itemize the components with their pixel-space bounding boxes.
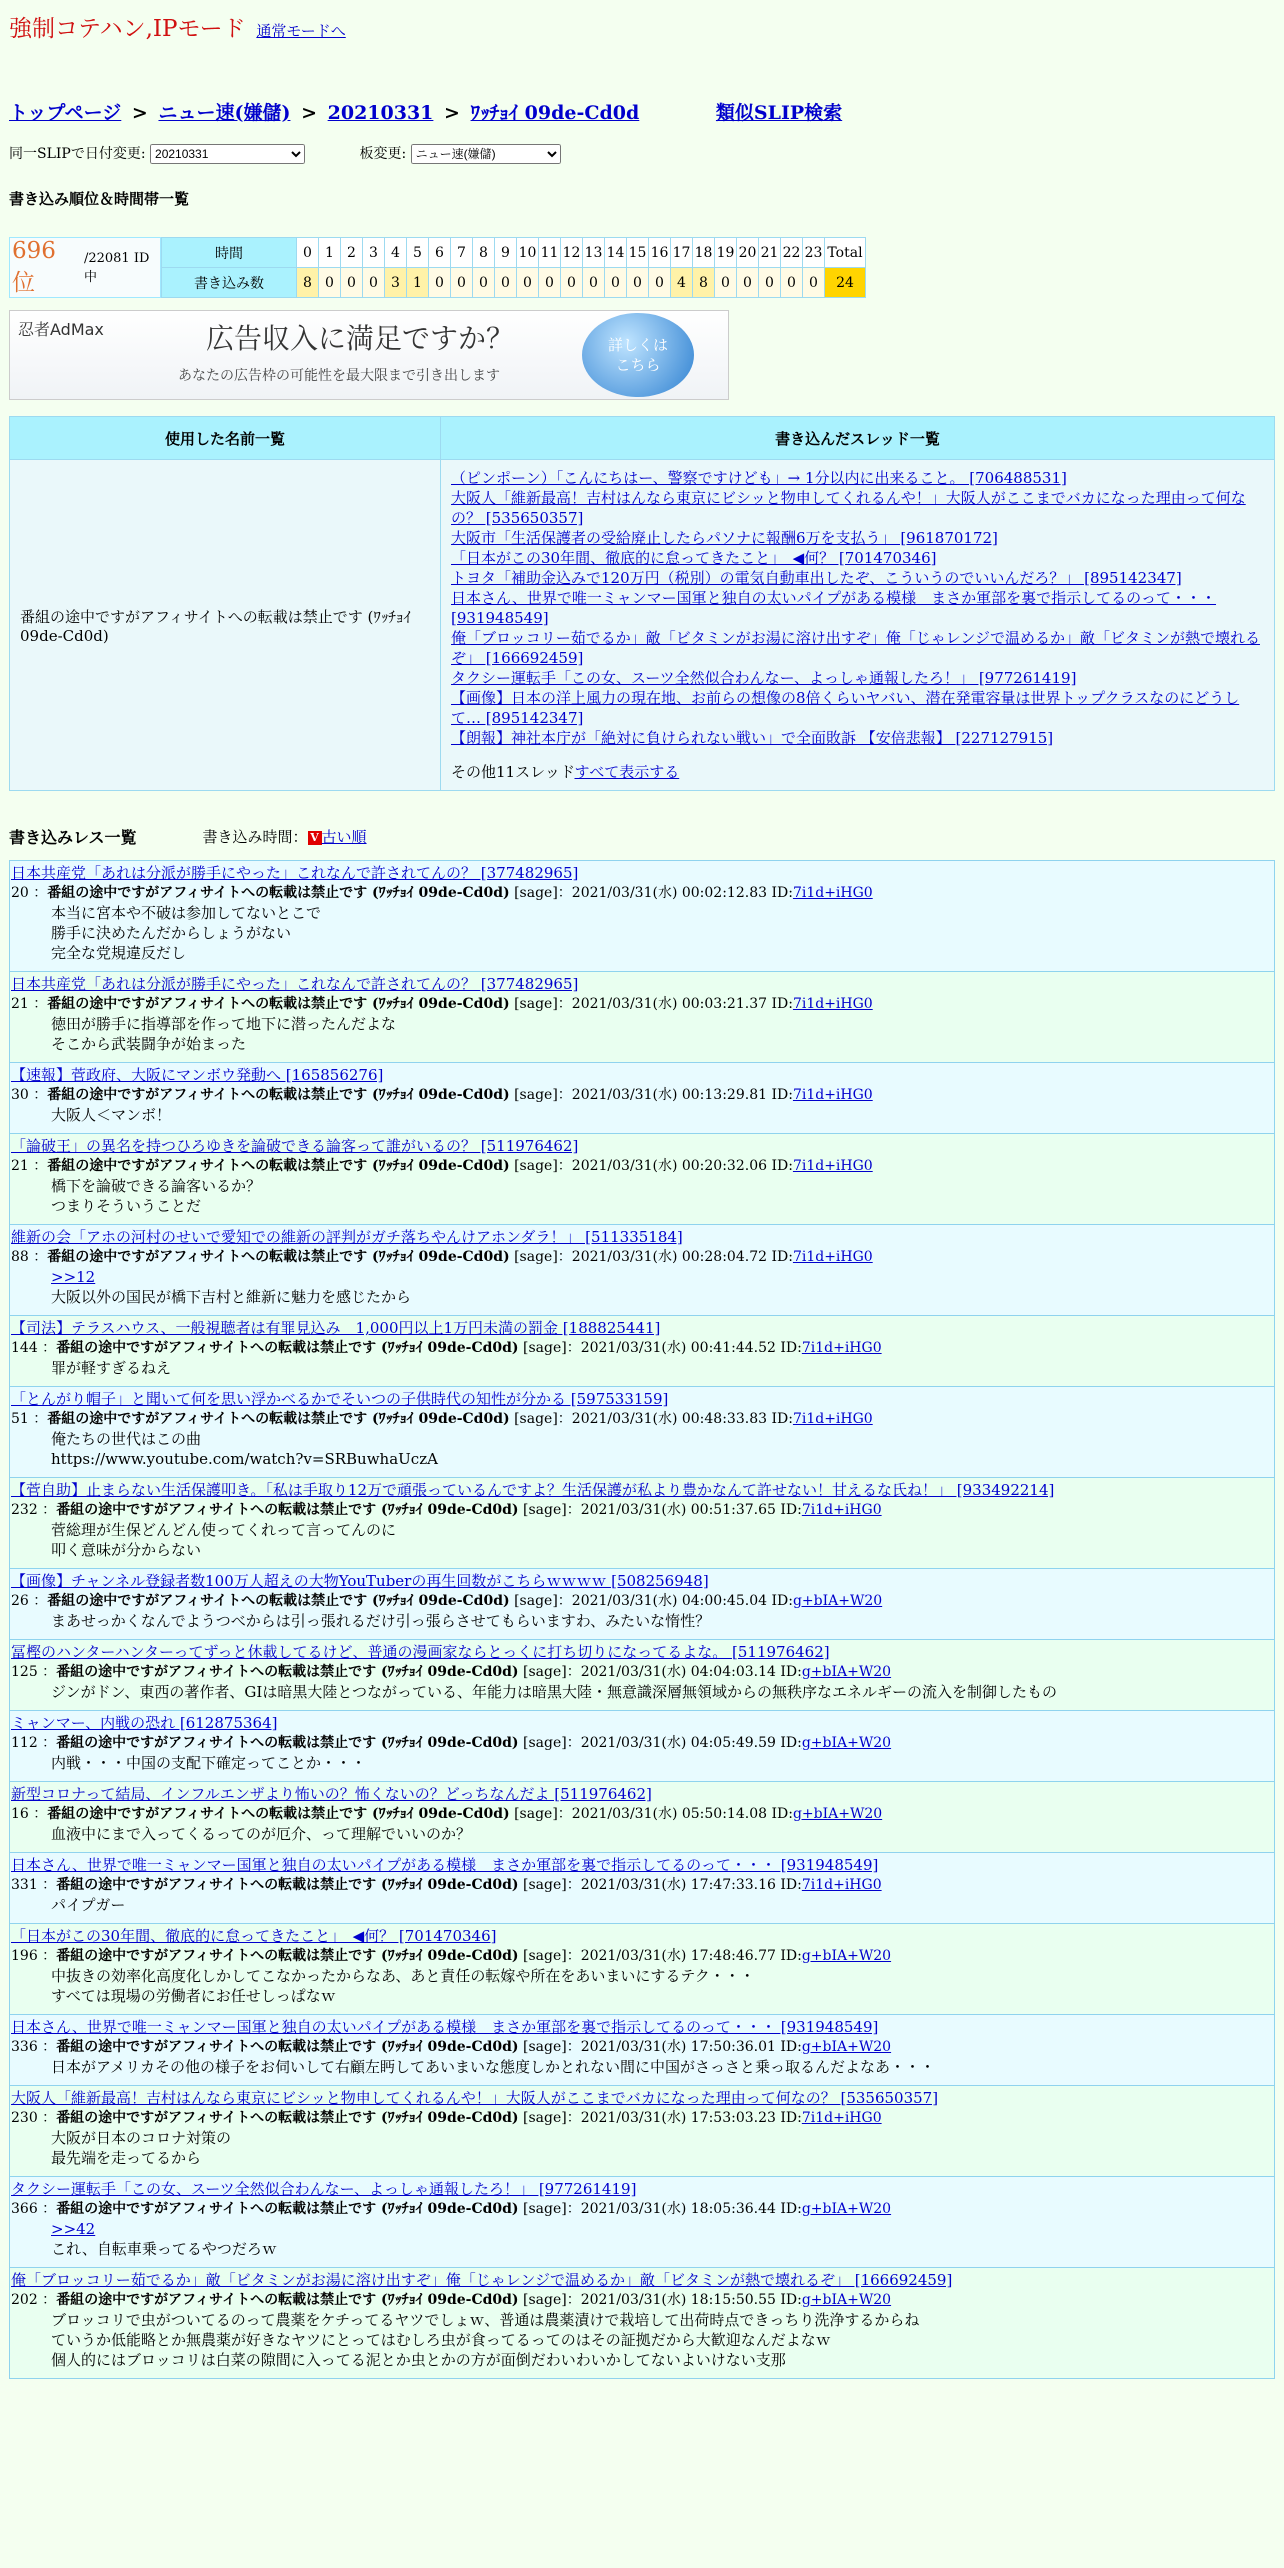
post-number: 16 bbox=[11, 1806, 29, 1822]
post-thread-link[interactable]: 日本さん、世界で唯一ミャンマー国軍と独自の太いパイプがある模様 まさか軍部を裏で指示してるのって・・・ [931948549] bbox=[11, 1856, 879, 1874]
post-thread-link[interactable]: 冨樫のハンターハンターってずっと休載してるけど、普通の漫画家ならとっくに打ち切りになってるよな。 [511976462] bbox=[11, 1643, 830, 1661]
post-line: すべては現場の労働者にお任せしっぱなｗ bbox=[51, 1987, 336, 2005]
post-number: 336 bbox=[11, 2039, 38, 2055]
count-cell: 0 bbox=[517, 268, 539, 298]
post-thread-link[interactable]: ミャンマー、内戦の恐れ [612875364] bbox=[11, 1714, 278, 1732]
count-cell: 0 bbox=[495, 268, 517, 298]
post-id-link[interactable]: 7i1d+iHG0 bbox=[792, 996, 873, 1012]
total-value-cell: 24 bbox=[825, 268, 866, 298]
breadcrumb-id[interactable]: ﾜｯﾁｮｲ 09de-Cd0d bbox=[470, 102, 640, 124]
post-thread-link[interactable]: 日本さん、世界で唯一ミャンマー国軍と独自の太いパイプがある模様 まさか軍部を裏で指示してるのって・・・ [931948549] bbox=[11, 2018, 879, 2036]
post-item bbox=[9, 860, 1275, 972]
post-number: 51 bbox=[11, 1411, 29, 1427]
hour-cell: 9 bbox=[495, 238, 517, 268]
post-thread-link[interactable]: 維新の会「アホの河村のせいで愛知での維新の評判がガチ落ちやんけアホンダラ！」 [511335184] bbox=[11, 1228, 683, 1246]
thread-link[interactable]: （ピンポーン）「こんにちはー、警察ですけども」→ 1分以内に出来ること。 [706488531] bbox=[451, 469, 1067, 487]
show-all-threads-link[interactable]: すべて表示する bbox=[574, 763, 680, 781]
post-number: 144 bbox=[11, 1340, 38, 1356]
post-id-link[interactable]: 7i1d+iHG0 bbox=[792, 1158, 873, 1174]
count-cell: 0 bbox=[583, 268, 605, 298]
posts-section-title: 書き込みレス一覧 bbox=[9, 828, 137, 847]
hour-cell: 2 bbox=[341, 238, 363, 268]
post-id-link[interactable]: g+bIA+W20 bbox=[801, 1948, 892, 1964]
post-date-info: [sage]：2021/03/31(水) 00:13:29.81 ID: bbox=[514, 1087, 793, 1103]
hour-header-row bbox=[162, 238, 866, 268]
thread-link[interactable]: 【朗報】神社本庁が「絶対に負けられない戦い」で全面敗訴 【安倍悲報】 [227127915] bbox=[451, 729, 1054, 747]
count-cell: 8 bbox=[693, 268, 715, 298]
post-author-name: 番組の途中ですがアフィサイトへの転載は禁止です (ﾜｯﾁｮｲ 09de-Cd0d) bbox=[47, 1249, 510, 1265]
count-cell: 0 bbox=[803, 268, 825, 298]
post-body bbox=[51, 1895, 1273, 1915]
post-line: ブロッコリで虫がついてるのって農薬をケチってるヤツでしょｗ、普通は農薬漬けで栽培して出荷時点できっちり洗浄するからね bbox=[51, 2311, 920, 2329]
post-item bbox=[9, 1569, 1275, 1640]
post-date-info: [sage]：2021/03/31(水) 18:15:50.55 ID: bbox=[523, 2292, 802, 2308]
post-line: 完全な党規違反だし bbox=[51, 944, 187, 962]
ad-badge-line: こちら bbox=[615, 356, 661, 374]
post-body bbox=[51, 1176, 1273, 1216]
post-body bbox=[51, 1014, 1273, 1054]
post-item bbox=[9, 1711, 1275, 1782]
post-line: そこから武装闘争が始まった bbox=[51, 1035, 247, 1053]
count-cell: 0 bbox=[341, 268, 363, 298]
hour-cell: 5 bbox=[407, 238, 429, 268]
post-body bbox=[51, 1105, 1273, 1125]
post-author-name: 番組の途中ですがアフィサイトへの転載は禁止です (ﾜｯﾁｮｲ 09de-Cd0d) bbox=[47, 1158, 510, 1174]
post-id-link[interactable]: g+bIA+W20 bbox=[792, 1593, 883, 1609]
post-line: 最先端を走ってるから bbox=[51, 2149, 202, 2167]
count-cell: 0 bbox=[737, 268, 759, 298]
post-meta: 196 ：番組の途中ですがアフィサイトへの転載は禁止です (ﾜｯﾁｮｲ 09de-Cd0d) [sage]：2021/03/31(水) 17:48:46.77 ID:g+bIA+W20 bbox=[11, 1948, 892, 1964]
post-thread-link[interactable]: 日本共産党「あれは分派が勝手にやった」これなんで許されてんの？ [377482965] bbox=[11, 975, 579, 993]
post-id-link[interactable]: g+bIA+W20 bbox=[801, 2292, 892, 2308]
posts-header bbox=[9, 825, 1275, 848]
post-body bbox=[51, 1966, 1273, 2006]
breadcrumb-separator: > bbox=[131, 102, 148, 124]
hourly-table bbox=[161, 237, 866, 298]
post-date-info: [sage]：2021/03/31(水) 00:03:21.37 ID: bbox=[514, 996, 793, 1012]
post-thread-link[interactable]: 大阪人「維新最高！吉村はんなら東京にビシッと物申してくれるんや！」大阪人がここまでバカになった理由って何なの？ [535650357] bbox=[11, 2089, 939, 2107]
post-id-link[interactable]: 7i1d+iHG0 bbox=[801, 1877, 882, 1893]
post-line: これ、自転車乗ってるやつだろｗ bbox=[51, 2240, 277, 2258]
post-meta: 16 ：番組の途中ですがアフィサイトへの転載は禁止です (ﾜｯﾁｮｲ 09de-Cd0d) [sage]：2021/03/31(水) 05:50:14.08 ID:g+bIA+W20 bbox=[11, 1806, 883, 1822]
count-cell: 0 bbox=[429, 268, 451, 298]
post-body bbox=[51, 903, 1273, 963]
post-date-info: [sage]：2021/03/31(水) 00:48:33.83 ID: bbox=[514, 1411, 793, 1427]
post-item bbox=[9, 1782, 1275, 1853]
post-item bbox=[9, 1640, 1275, 1711]
thread-link[interactable]: 大阪市「生活保護者の受給廃止したらパソナに報酬6万を支払う」 [961870172] bbox=[451, 529, 998, 547]
post-meta: 88 ：番組の途中ですがアフィサイトへの転載は禁止です (ﾜｯﾁｮｲ 09de-Cd0d) [sage]：2021/03/31(水) 00:28:04.72 ID:7i1d+iHG0 bbox=[11, 1249, 873, 1265]
post-number: 112 bbox=[11, 1735, 38, 1751]
sort-order bbox=[203, 826, 367, 847]
post-line: 叩く意味が分からない bbox=[51, 1541, 202, 1559]
post-thread-link[interactable]: 【司法】テラスハウス、一般視聴者は有罪見込み 1,000円以上1万円未満の罰金 [188825441] bbox=[11, 1319, 661, 1337]
thread-link[interactable]: 俺「ブロッコリー茹でるか」敵「ビタミンがお湯に溶け出すぞ」俺「じゃレンジで温めるか」敵「ビタミンが熱で壊れるぞ」 [166692459] bbox=[451, 629, 1260, 667]
post-date-info: [sage]：2021/03/31(水) 00:28:04.72 ID: bbox=[514, 1249, 793, 1265]
rank-number: 696 位 bbox=[12, 238, 56, 296]
post-item bbox=[9, 1063, 1275, 1134]
post-item bbox=[9, 1316, 1275, 1387]
names-threads-table bbox=[9, 416, 1275, 791]
post-meta: 51 ：番組の途中ですがアフィサイトへの転載は禁止です (ﾜｯﾁｮｲ 09de-Cd0d) [sage]：2021/03/31(水) 00:48:33.83 ID:7i1d+iHG0 bbox=[11, 1411, 873, 1427]
breadcrumb bbox=[9, 98, 1275, 125]
ad-details-button[interactable] bbox=[582, 313, 694, 397]
hour-cell: 14 bbox=[605, 238, 627, 268]
post-thread-link[interactable]: タクシー運転手「この女、スーツ全然似合わんなー、よっしゃ通報したろ！」 [977261419] bbox=[11, 2180, 637, 2198]
rank-box bbox=[9, 237, 161, 298]
ad-subtext: あなたの広告枠の可能性を最大限まで引き出します bbox=[178, 368, 500, 384]
post-number: 88 bbox=[11, 1249, 29, 1265]
hour-cell: 23 bbox=[803, 238, 825, 268]
post-line: 勝手に決めたんだからしょうがない bbox=[51, 924, 292, 942]
post-date-info: [sage]：2021/03/31(水) 05:50:14.08 ID: bbox=[514, 1806, 793, 1822]
post-author-name: 番組の途中ですがアフィサイトへの転載は禁止です (ﾜｯﾁｮｲ 09de-Cd0d) bbox=[47, 885, 510, 901]
post-date-info: [sage]：2021/03/31(水) 00:41:44.52 ID: bbox=[523, 1340, 802, 1356]
post-author-name: 番組の途中ですがアフィサイトへの転載は禁止です (ﾜｯﾁｮｲ 09de-Cd0d) bbox=[56, 2201, 519, 2217]
post-body bbox=[51, 2057, 1273, 2077]
post-line: パイプガー bbox=[51, 1896, 126, 1914]
hour-cell: 17 bbox=[671, 238, 693, 268]
hour-cell: 19 bbox=[715, 238, 737, 268]
post-item bbox=[9, 1387, 1275, 1478]
post-id-link[interactable]: 7i1d+iHG0 bbox=[792, 1087, 873, 1103]
post-id-link[interactable]: g+bIA+W20 bbox=[801, 1735, 892, 1751]
post-thread-link[interactable]: 「論破王」の異名を持つひろゆきを論破できる論客って誰がいるの？ [511976462] bbox=[11, 1137, 579, 1155]
post-author-name: 番組の途中ですがアフィサイトへの転載は禁止です (ﾜｯﾁｮｲ 09de-Cd0d) bbox=[56, 2039, 519, 2055]
post-number: 21 bbox=[11, 996, 29, 1012]
reply-anchor-link[interactable]: >>42 bbox=[51, 2220, 96, 2238]
count-cell: 0 bbox=[363, 268, 385, 298]
post-date-info: [sage]：2021/03/31(水) 04:05:49.59 ID: bbox=[523, 1735, 802, 1751]
ad-logo: 忍者AdMax bbox=[18, 320, 104, 339]
ad-banner[interactable] bbox=[9, 310, 729, 400]
post-meta: 366 ：番組の途中ですがアフィサイトへの転載は禁止です (ﾜｯﾁｮｲ 09de-Cd0d) [sage]：2021/03/31(水) 18:05:36.44 ID:g+bIA+W20 bbox=[11, 2201, 892, 2217]
count-cell: 4 bbox=[671, 268, 693, 298]
hour-cell: 20 bbox=[737, 238, 759, 268]
post-thread-link[interactable]: 「とんがり帽子」と聞いて何を思い浮かべるかでそいつの子供時代の知性が分かる [597533159] bbox=[11, 1390, 669, 1408]
post-number: 202 bbox=[11, 2292, 38, 2308]
hour-cell: 7 bbox=[451, 238, 473, 268]
post-thread-link[interactable]: 「日本がこの30年間、徹底的に怠ってきたこと」 ◀何？ [701470346] bbox=[11, 1927, 497, 1945]
hour-cell: 10 bbox=[517, 238, 539, 268]
post-body bbox=[51, 1824, 1273, 1844]
post-author-name: 番組の途中ですがアフィサイトへの転載は禁止です (ﾜｯﾁｮｲ 09de-Cd0d) bbox=[47, 1593, 510, 1609]
thread-link[interactable]: 大阪人「維新最高！吉村はんなら東京にビシッと物申してくれるんや！」大阪人がここまでバカになった理由って何なの？ [535650357] bbox=[451, 489, 1246, 527]
hour-cell: 15 bbox=[627, 238, 649, 268]
other-threads bbox=[451, 762, 1264, 782]
breadcrumb-top[interactable]: トップページ bbox=[9, 102, 122, 124]
count-cell: 0 bbox=[451, 268, 473, 298]
normal-mode-link[interactable]: 通常モードへ bbox=[256, 22, 346, 40]
post-author-name: 番組の途中ですがアフィサイトへの転載は禁止です (ﾜｯﾁｮｲ 09de-Cd0d) bbox=[47, 1087, 510, 1103]
post-date-info: [sage]：2021/03/31(水) 17:48:46.77 ID: bbox=[523, 1948, 802, 1964]
hour-cell: 6 bbox=[429, 238, 451, 268]
similar-slip-search-link[interactable]: 類似SLIP検索 bbox=[715, 102, 843, 124]
post-body bbox=[51, 1429, 1273, 1469]
oldest-first-link[interactable]: 古い順 bbox=[321, 828, 367, 846]
post-id-link[interactable]: g+bIA+W20 bbox=[801, 1664, 892, 1680]
rank-section-title: 書き込み順位＆時間帯一覧 bbox=[9, 190, 190, 208]
hour-cell: 13 bbox=[583, 238, 605, 268]
hour-cell: 12 bbox=[561, 238, 583, 268]
post-author-name: 番組の途中ですがアフィサイトへの転載は禁止です (ﾜｯﾁｮｲ 09de-Cd0d) bbox=[56, 1948, 519, 1964]
post-meta: 112 ：番組の途中ですがアフィサイトへの転載は禁止です (ﾜｯﾁｮｲ 09de-Cd0d) [sage]：2021/03/31(水) 04:05:49.59 ID:g+bIA+W20 bbox=[11, 1735, 892, 1751]
post-number: 125 bbox=[11, 1664, 38, 1680]
time-label: 時間 bbox=[162, 238, 297, 268]
post-line: つまりそういうことだ bbox=[51, 1197, 202, 1215]
board-change-label: 板変更: bbox=[359, 146, 407, 162]
post-date-info: [sage]：2021/03/31(水) 17:47:33.16 ID: bbox=[523, 1877, 802, 1893]
thread-list-cell bbox=[441, 460, 1275, 791]
post-line: 血液中にまで入ってくるってのが厄介、って理解でいいのか？ bbox=[51, 1825, 472, 1843]
post-item bbox=[9, 2086, 1275, 2177]
post-item bbox=[9, 972, 1275, 1063]
post-number: 196 bbox=[11, 1948, 38, 1964]
post-thread-link[interactable]: 俺「ブロッコリー茹でるか」敵「ビタミンがお湯に溶け出すぞ」俺「じゃレンジで温めるか」敵「ビタミンが熱で壊れるぞ」 [166692459] bbox=[11, 2271, 953, 2289]
post-id-link[interactable]: g+bIA+W20 bbox=[801, 2201, 892, 2217]
post-body bbox=[51, 1611, 1273, 1631]
post-line: 大阪人＜マンボ！ bbox=[51, 1106, 172, 1124]
reply-anchor-link[interactable]: >>12 bbox=[51, 1268, 96, 1286]
post-date-info: [sage]：2021/03/31(水) 17:53:03.23 ID: bbox=[523, 2110, 802, 2126]
post-line: 大阪以外の国民が橋下吉村と維新に魅力を感じたから bbox=[51, 1288, 412, 1306]
count-cell: 0 bbox=[759, 268, 781, 298]
used-name: 番組の途中ですがアフィサイトへの転載は禁止です (ﾜｯﾁｮｲ 09de-Cd0d) bbox=[10, 460, 441, 791]
total-header-cell: Total bbox=[825, 238, 866, 268]
sort-toggle-icon[interactable]: V bbox=[308, 831, 322, 845]
post-author-name: 番組の途中ですがアフィサイトへの転載は禁止です (ﾜｯﾁｮｲ 09de-Cd0d) bbox=[56, 1877, 519, 1893]
post-body bbox=[51, 1753, 1273, 1773]
post-item bbox=[9, 1478, 1275, 1569]
post-item bbox=[9, 1134, 1275, 1225]
count-cell: 0 bbox=[649, 268, 671, 298]
post-body bbox=[51, 2310, 1273, 2370]
post-date-info: [sage]：2021/03/31(水) 00:02:12.83 ID: bbox=[514, 885, 793, 901]
post-date-info: [sage]：2021/03/31(水) 04:00:45.04 ID: bbox=[514, 1593, 793, 1609]
post-number: 331 bbox=[11, 1877, 38, 1893]
post-line: 中抜きの効率化高度化しかしてこなかったからなあ、あと責任の転嫁や所在をあいまいにするテク・・・ bbox=[51, 1967, 755, 1985]
thread-link[interactable]: 「日本がこの30年間、徹底的に怠ってきたこと」 ◀何？ [701470346] bbox=[451, 549, 937, 567]
count-cell: 0 bbox=[539, 268, 561, 298]
post-date-info: [sage]：2021/03/31(水) 17:50:36.01 ID: bbox=[523, 2039, 802, 2055]
post-item bbox=[9, 1853, 1275, 1924]
post-thread-link[interactable]: 【速報】菅政府、大阪にマンボウ発動へ [165856276] bbox=[11, 1066, 384, 1084]
count-cell: 1 bbox=[407, 268, 429, 298]
post-author-name: 番組の途中ですがアフィサイトへの転載は禁止です (ﾜｯﾁｮｲ 09de-Cd0d) bbox=[56, 2292, 519, 2308]
hour-count-row bbox=[162, 268, 866, 298]
post-number: 232 bbox=[11, 1502, 38, 1518]
post-author-name: 番組の途中ですがアフィサイトへの転載は禁止です (ﾜｯﾁｮｲ 09de-Cd0d) bbox=[47, 996, 510, 1012]
date-change-label: 同一SLIPで日付変更: bbox=[9, 146, 146, 162]
post-item bbox=[9, 1225, 1275, 1316]
post-id-link[interactable]: 7i1d+iHG0 bbox=[801, 1502, 882, 1518]
hour-cell: 0 bbox=[297, 238, 319, 268]
post-id-link[interactable]: g+bIA+W20 bbox=[792, 1806, 883, 1822]
post-line: 日本がアメリカその他の様子をお伺いして右顧左眄してあいまいな態度しかとれない間に中国がさっさと乗っ取るんだよなあ・・・ bbox=[51, 2058, 935, 2076]
post-item bbox=[9, 2015, 1275, 2086]
count-label: 書き込み数 bbox=[162, 268, 297, 298]
post-number: 230 bbox=[11, 2110, 38, 2126]
post-author-name: 番組の途中ですがアフィサイトへの転載は禁止です (ﾜｯﾁｮｲ 09de-Cd0d) bbox=[56, 2110, 519, 2126]
post-meta: 331 ：番組の途中ですがアフィサイトへの転載は禁止です (ﾜｯﾁｮｲ 09de-Cd0d) [sage]：2021/03/31(水) 17:47:33.16 ID:7i1d+iHG0 bbox=[11, 1877, 882, 1893]
hour-cell: 21 bbox=[759, 238, 781, 268]
names-column-header: 使用した名前一覧 bbox=[10, 417, 441, 460]
post-item bbox=[9, 2177, 1275, 2268]
mode-header bbox=[9, 0, 1275, 40]
post-line: https://www.youtube.com/watch?v=SRBuwhaUczA bbox=[51, 1450, 438, 1468]
post-line: ジンがドン、東西の著作者、GIは暗黒大陸とつながっている、年能力は暗黒大陸・無意識深層無領域からの無秩序なエネルギーの流入を制御したもの bbox=[51, 1683, 1058, 1701]
rank-row bbox=[9, 237, 1275, 298]
post-number: 366 bbox=[11, 2201, 38, 2217]
count-cell: 0 bbox=[715, 268, 737, 298]
post-thread-link[interactable]: 【菅自助】止まらない生活保護叩き。「私は手取り12万で頑張っているんですよ？生活保護が私より豊かなんて許せない！甘えるな氏ね！」 [933492214] bbox=[11, 1481, 1055, 1499]
post-number: 26 bbox=[11, 1593, 29, 1609]
thread-link[interactable]: トヨタ「補助金込みで120万円（税別）の電気自動車出したぞ、こういうのでいいんだろ？」 [895142347] bbox=[451, 569, 1182, 587]
post-meta: 336 ：番組の途中ですがアフィサイトへの転載は禁止です (ﾜｯﾁｮｲ 09de-Cd0d) [sage]：2021/03/31(水) 17:50:36.01 ID:g+bIA+W20 bbox=[11, 2039, 892, 2055]
mode-title: 強制コテハン,IPモード bbox=[9, 16, 246, 42]
post-date-info: [sage]：2021/03/31(水) 00:51:37.65 ID: bbox=[523, 1502, 802, 1518]
post-line: 菅総理が生保どんどん使ってくれって言ってんのに bbox=[51, 1521, 397, 1539]
post-line: 橋下を論破できる論客いるか？ bbox=[51, 1177, 262, 1195]
count-cell: 0 bbox=[473, 268, 495, 298]
post-meta: 125 ：番組の途中ですがアフィサイトへの転載は禁止です (ﾜｯﾁｮｲ 09de-Cd0d) [sage]：2021/03/31(水) 04:04:03.14 ID:g+bIA+W20 bbox=[11, 1664, 892, 1680]
breadcrumb-separator: > bbox=[301, 102, 317, 124]
count-cell: 3 bbox=[385, 268, 407, 298]
post-id-link[interactable]: 7i1d+iHG0 bbox=[801, 2110, 882, 2126]
post-line: 本当に宮本や不破は参加してないとこで bbox=[51, 904, 322, 922]
post-id-link[interactable]: 7i1d+iHG0 bbox=[792, 1249, 873, 1265]
post-number: 30 bbox=[11, 1087, 29, 1103]
post-item bbox=[9, 2268, 1275, 2379]
post-line: 俺たちの世代はこの曲 bbox=[51, 1430, 202, 1448]
post-id-link[interactable]: 7i1d+iHG0 bbox=[792, 1411, 873, 1427]
post-date-info: [sage]：2021/03/31(水) 04:04:03.14 ID: bbox=[523, 1664, 802, 1680]
thread-list bbox=[451, 468, 1264, 748]
thread-link[interactable]: 日本さん、世界で唯一ミャンマー国軍と独自の太いパイプがある模様 まさか軍部を裏で指示してるのって・・・ [931948549] bbox=[451, 589, 1217, 627]
post-meta: 26 ：番組の途中ですがアフィサイトへの転載は禁止です (ﾜｯﾁｮｲ 09de-Cd0d) [sage]：2021/03/31(水) 04:00:45.04 ID:g+bIA+W20 bbox=[11, 1593, 883, 1609]
post-line: 罪が軽すぎるねえ bbox=[51, 1359, 172, 1377]
post-author-name: 番組の途中ですがアフィサイトへの転載は禁止です (ﾜｯﾁｮｲ 09de-Cd0d) bbox=[56, 1735, 519, 1751]
hour-cell: 11 bbox=[539, 238, 561, 268]
post-author-name: 番組の途中ですがアフィサイトへの転載は禁止です (ﾜｯﾁｮｲ 09de-Cd0d) bbox=[56, 1502, 519, 1518]
post-number: 21 bbox=[11, 1158, 29, 1174]
post-item bbox=[9, 1924, 1275, 2015]
post-id-link[interactable]: 7i1d+iHG0 bbox=[801, 1340, 882, 1356]
count-cell: 0 bbox=[627, 268, 649, 298]
post-date-info: [sage]：2021/03/31(水) 18:05:36.44 ID: bbox=[523, 2201, 802, 2217]
board-select[interactable] bbox=[411, 144, 561, 164]
post-body bbox=[51, 2128, 1273, 2168]
post-number: 20 bbox=[11, 885, 29, 901]
post-meta: 230 ：番組の途中ですがアフィサイトへの転載は禁止です (ﾜｯﾁｮｲ 09de-Cd0d) [sage]：2021/03/31(水) 17:53:03.23 ID:7i1d+iHG0 bbox=[11, 2110, 882, 2126]
count-cell: 0 bbox=[319, 268, 341, 298]
post-author-name: 番組の途中ですがアフィサイトへの転載は禁止です (ﾜｯﾁｮｲ 09de-Cd0d) bbox=[47, 1806, 510, 1822]
count-cell: 0 bbox=[605, 268, 627, 298]
post-meta: 30 ：番組の途中ですがアフィサイトへの転載は禁止です (ﾜｯﾁｮｲ 09de-Cd0d) [sage]：2021/03/31(水) 00:13:29.81 ID:7i1d+iHG0 bbox=[11, 1087, 873, 1103]
hour-cell: 22 bbox=[781, 238, 803, 268]
count-cell: 0 bbox=[781, 268, 803, 298]
other-threads-label: その他11スレッド bbox=[451, 763, 575, 781]
post-meta: 21 ：番組の途中ですがアフィサイトへの転載は禁止です (ﾜｯﾁｮｲ 09de-Cd0d) [sage]：2021/03/31(水) 00:20:32.06 ID:7i1d+iHG0 bbox=[11, 1158, 873, 1174]
post-id-link[interactable]: 7i1d+iHG0 bbox=[792, 885, 873, 901]
post-body bbox=[51, 2219, 1273, 2259]
post-body bbox=[51, 1520, 1273, 1560]
hour-cell: 4 bbox=[385, 238, 407, 268]
breadcrumb-date[interactable]: 20210331 bbox=[327, 102, 434, 124]
post-list bbox=[9, 860, 1275, 2379]
post-meta: 20 ：番組の途中ですがアフィサイトへの転載は禁止です (ﾜｯﾁｮｲ 09de-Cd0d) [sage]：2021/03/31(水) 00:02:12.83 ID:7i1d+iHG0 bbox=[11, 885, 873, 901]
post-date-info: [sage]：2021/03/31(水) 00:20:32.06 ID: bbox=[514, 1158, 793, 1174]
post-meta: 144 ：番組の途中ですがアフィサイトへの転載は禁止です (ﾜｯﾁｮｲ 09de-Cd0d) [sage]：2021/03/31(水) 00:41:44.52 ID:7i1d+iHG0 bbox=[11, 1340, 882, 1356]
date-select[interactable] bbox=[150, 144, 305, 164]
hour-cell: 16 bbox=[649, 238, 671, 268]
count-cell: 0 bbox=[561, 268, 583, 298]
ad-badge-line: 詳しくは bbox=[607, 336, 668, 354]
post-thread-link[interactable]: 日本共産党「あれは分派が勝手にやった」これなんで許されてんの？ [377482965] bbox=[11, 864, 579, 882]
ad-headline: 広告収入に満足ですか？ bbox=[206, 322, 515, 355]
post-meta: 21 ：番組の途中ですがアフィサイトへの転載は禁止です (ﾜｯﾁｮｲ 09de-Cd0d) [sage]：2021/03/31(水) 00:03:21.37 ID:7i1d+iHG0 bbox=[11, 996, 873, 1012]
breadcrumb-separator: > bbox=[444, 102, 460, 124]
sort-order-label: 書き込み時間： bbox=[202, 828, 308, 846]
thread-link[interactable]: 【画像】日本の洋上風力の現在地、お前らの想像の8倍くらいヤバい、潜在発電容量は世界トップクラスなのにどうして… [895142347] bbox=[451, 689, 1240, 727]
post-id-link[interactable]: g+bIA+W20 bbox=[801, 2039, 892, 2055]
post-line: まあせっかくなんでようつべからは引っ張れるだけ引っ張らさせてもらいますわ、みたいな惰性？ bbox=[51, 1612, 711, 1630]
post-body bbox=[51, 1358, 1273, 1378]
hour-cell: 18 bbox=[693, 238, 715, 268]
post-meta: 232 ：番組の途中ですがアフィサイトへの転載は禁止です (ﾜｯﾁｮｲ 09de-Cd0d) [sage]：2021/03/31(水) 00:51:37.65 ID:7i1d+iHG0 bbox=[11, 1502, 882, 1518]
post-line: 大阪が日本のコロナ対策の bbox=[51, 2129, 232, 2147]
rank-total-ids: /22081 ID中 bbox=[83, 250, 150, 285]
count-cell: 8 bbox=[297, 268, 319, 298]
post-body bbox=[51, 1267, 1273, 1307]
post-line: 個人的にはブロッコリは白菜の隙間に入ってる泥とか虫とかの方が面倒だわいわいかしてないよいけない支那 bbox=[51, 2351, 786, 2369]
post-author-name: 番組の途中ですがアフィサイトへの転載は禁止です (ﾜｯﾁｮｲ 09de-Cd0d) bbox=[56, 1664, 519, 1680]
post-thread-link[interactable]: 新型コロナって結局、インフルエンザより怖いの？怖くないの？どっちなんだよ [511976462] bbox=[11, 1785, 652, 1803]
thread-link[interactable]: タクシー運転手「この女、スーツ全然似合わんなー、よっしゃ通報したろ！」 [977261419] bbox=[451, 669, 1077, 687]
hour-cell: 3 bbox=[363, 238, 385, 268]
post-author-name: 番組の途中ですがアフィサイトへの転載は禁止です (ﾜｯﾁｮｲ 09de-Cd0d) bbox=[47, 1411, 510, 1427]
post-author-name: 番組の途中ですがアフィサイトへの転載は禁止です (ﾜｯﾁｮｲ 09de-Cd0d) bbox=[56, 1340, 519, 1356]
hour-cell: 1 bbox=[319, 238, 341, 268]
post-line: 徳田が勝手に指導部を作って地下に潜ったんだよな bbox=[51, 1015, 397, 1033]
threads-column-header: 書き込んだスレッド一覧 bbox=[441, 417, 1275, 460]
select-bar bbox=[9, 143, 1275, 164]
post-meta: 202 ：番組の途中ですがアフィサイトへの転載は禁止です (ﾜｯﾁｮｲ 09de-Cd0d) [sage]：2021/03/31(水) 18:15:50.55 ID:g+bIA+W20 bbox=[11, 2292, 892, 2308]
post-body bbox=[51, 1682, 1273, 1702]
hour-cell: 8 bbox=[473, 238, 495, 268]
post-thread-link[interactable]: 【画像】チャンネル登録者数100万人超えの大物YouTuberの再生回数がこちらｗｗｗｗ [508256948] bbox=[11, 1572, 709, 1590]
breadcrumb-board[interactable]: ニュー速(嫌儲) bbox=[158, 102, 291, 124]
post-line: ていうか低能略とか無農薬が好きなヤツにとってはむしろ虫が食ってるってのはその証拠だから大歓迎なんだよなｗ bbox=[51, 2331, 831, 2349]
post-line: 内戦・・・中国の支配下確定ってことか・・・ bbox=[51, 1754, 367, 1772]
